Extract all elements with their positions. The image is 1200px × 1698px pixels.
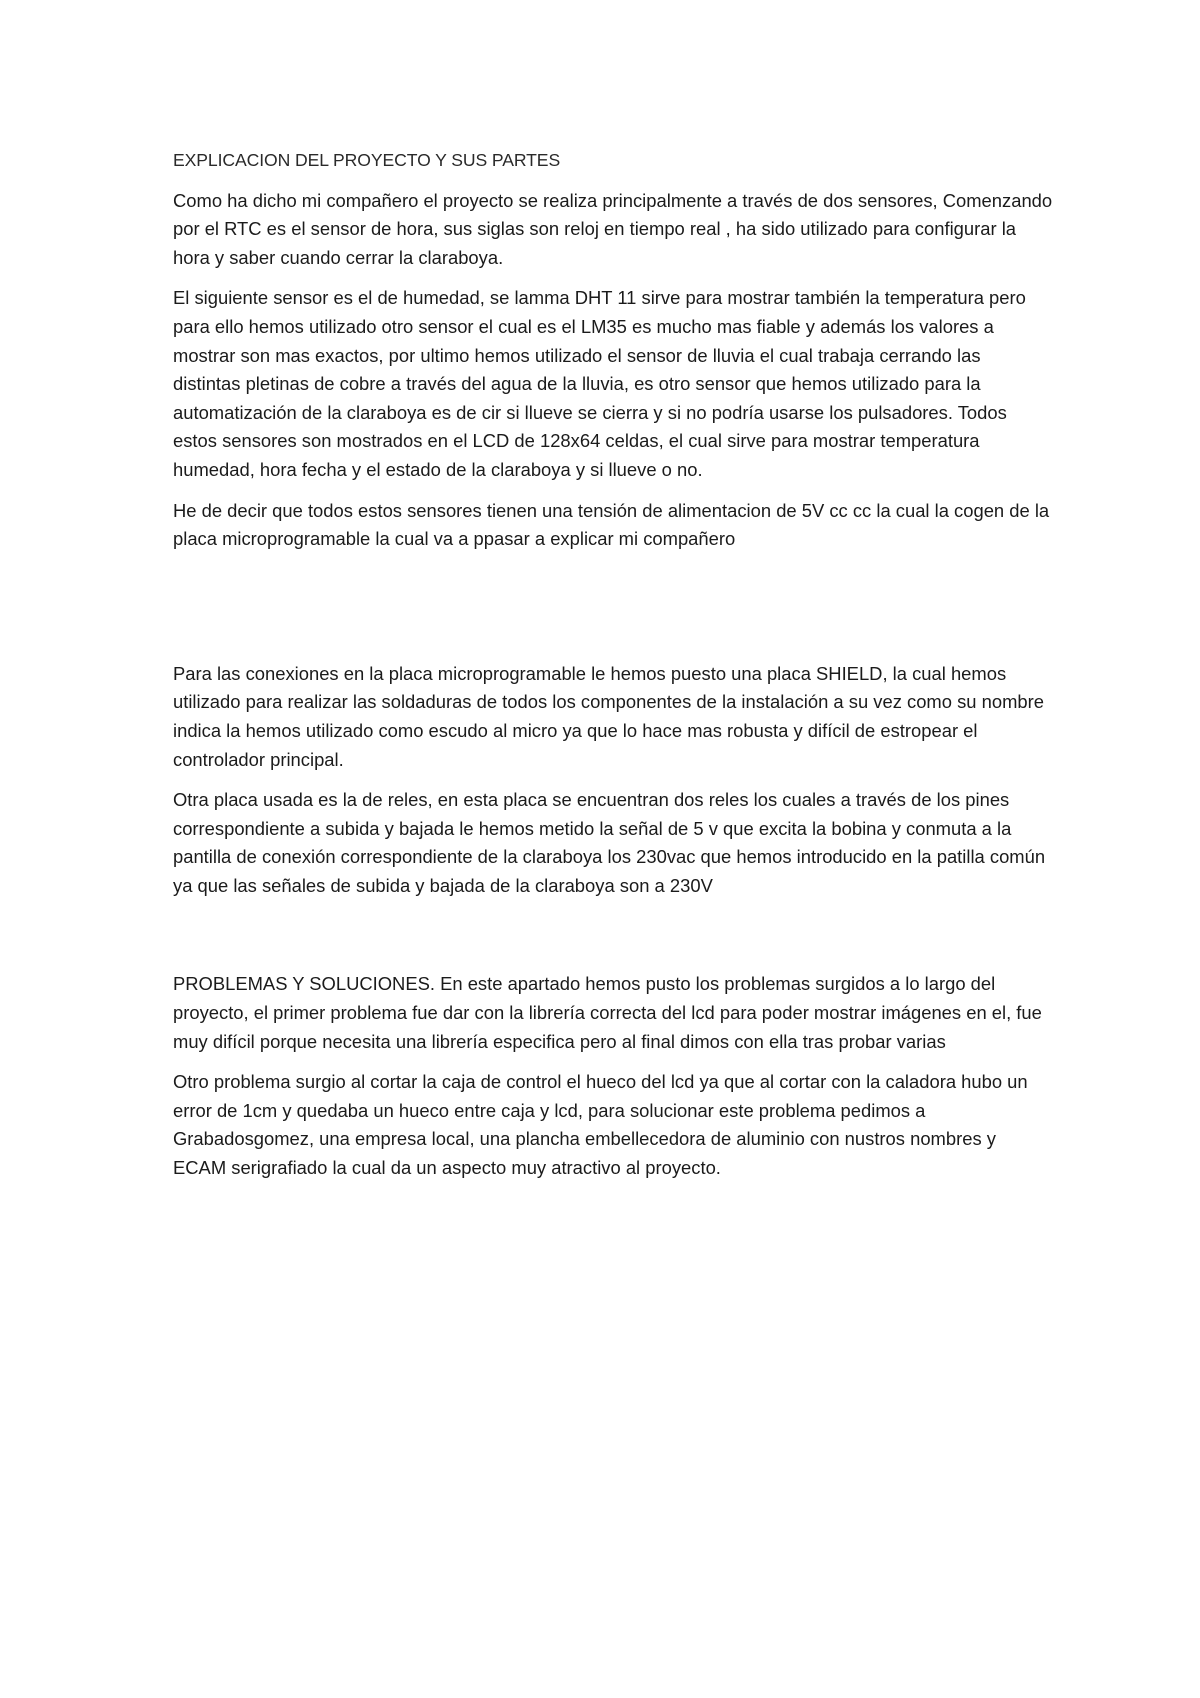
paragraph-humidity-sensor: El siguiente sensor es el de humedad, se lamma DHT 11 sirve para mostrar también la temperatura pero para ello hemos utilizado otro sensor el cual es el LM35 es mucho mas fiable y además los valores a mostrar son mas exactos, por ultimo hemos utilizado el sensor de lluvia el cual trabaja cerrando las distintas pletinas de cobre a través del agua de la lluvia, es otro sensor que hemos utilizado para la automatización de la claraboya es de cir si llueve se cierra y si no podría usarse los pulsadores. Todos estos sensores son mostrados en el LCD de 128x64 celdas, el cual sirve para mostrar temperatura humedad, hora fecha y el estado de la claraboya y si llueve o no. [173, 287, 1026, 480]
paragraph-rtc-sensor: Como ha dicho mi compañero el proyecto se realiza principalmente a través de dos sensores, Comenzando por el RTC es el sensor de hora, sus siglas son reloj en tiempo real , ha sido utilizado para configurar la hora y saber cuando cerrar la claraboya. [173, 189, 1053, 268]
document-title: EXPLICACION DEL PROYECTO Y SUS PARTES [173, 150, 561, 170]
paragraph-spacer [173, 566, 1053, 660]
document-body [173, 146, 1053, 1195]
paragraph-control-box-problem: Otro problema surgio al cortar la caja de control el hueco del lcd ya que al cortar con la caladora hubo un error de 1cm y quedaba un hueco entre caja y lcd, para solucionar este problema pedimos a Grabadosgomez, una empresa local, una plancha embellecedora de aluminio con nustros nombres y ECAM serigrafiado la cual da un aspecto muy atractivo al proyecto. [173, 1071, 1028, 1179]
paragraph-power-supply: He de decir que todos estos sensores tienen una tensión de alimentacion de 5V cc cc la cual la cogen de la placa microprogramable la cual va a ppasar a explicar mi compañero [173, 499, 1050, 550]
paragraph-problems-solutions: PROBLEMAS Y SOLUCIONES. En este apartado hemos pusto los problemas surgidos a lo largo del proyecto, el primer problema fue dar con la librería correcta del lcd para poder mostrar imágenes en el, fue muy difícil porque necesita una librería especifica pero al final dimos con ella tras probar varias [173, 973, 1042, 1052]
paragraph-shield-board: Para las conexiones en la placa microprogramable le hemos puesto una placa SHIELD, la cual hemos utilizado para realizar las soldaduras de todos los componentes de la instalación a su vez como su nombre indica la hemos utilizado como escudo al micro ya que lo hace mas robusta y difícil de estropear el controlador principal. [173, 662, 1044, 770]
paragraph-relay-board: Otra placa usada es la de reles, en esta placa se encuentran dos reles los cuales a través de los pines correspondiente a subida y bajada le hemos metido la señal de 5 v que excita la bobina y conmuta a la pantilla de conexión correspondiente de la claraboya los 230vac que hemos introducido en la patilla común ya que las señales de subida y bajada de la claraboya son a 230V [173, 789, 1046, 896]
paragraph-spacer [173, 912, 1053, 970]
